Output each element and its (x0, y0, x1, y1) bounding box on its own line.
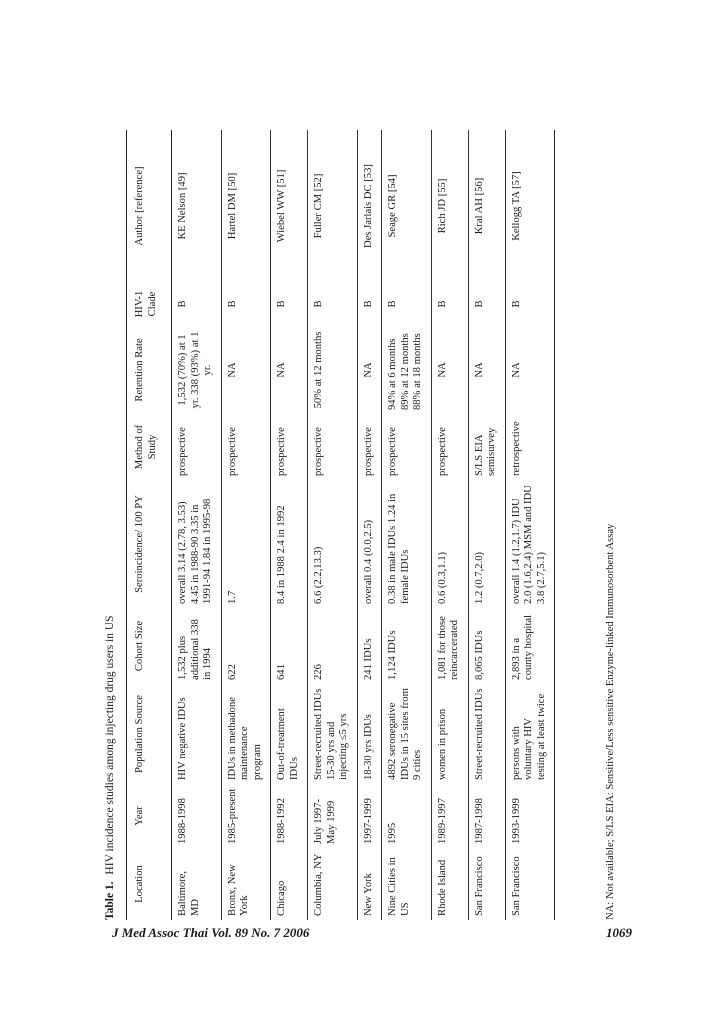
cell-method: retrospective (505, 414, 555, 480)
cell-population: 18-30 yrs IDUs (357, 684, 382, 784)
cell-seroincidence: 1.2 (0.7,2.0) (468, 480, 505, 608)
header-clade: HIV-1 Clade (127, 282, 172, 326)
cell-population: IDUs in methadone maintenance program (221, 684, 271, 784)
cell-clade: B (172, 282, 222, 326)
cell-retention: NA (505, 326, 555, 414)
table-caption-text: HIV incidence studies among injecting drug users in US (104, 615, 116, 875)
cell-population: Out-of-treatment IDUs (271, 684, 308, 784)
cell-clade: B (505, 282, 555, 326)
table-row (172, 130, 222, 920)
cell-clade: B (357, 282, 382, 326)
header-method: Method of Study (127, 414, 172, 480)
cell-cohort: 226 (308, 608, 358, 684)
table-row (431, 130, 468, 920)
cell-cohort: 622 (221, 608, 271, 684)
cell-year: 1997-1999 (357, 784, 382, 848)
cell-year: 1993-1999 (505, 784, 555, 848)
table-row (271, 130, 308, 920)
cell-year: 1988-1992 (271, 784, 308, 848)
cell-location: San Francisco (505, 848, 555, 920)
table-row (357, 130, 382, 920)
cell-clade: B (308, 282, 358, 326)
table-caption (104, 130, 122, 920)
cell-method: prospective (357, 414, 382, 480)
cell-author: Wiebel WW [51] (271, 130, 308, 282)
cell-clade: B (271, 282, 308, 326)
table-row (468, 130, 505, 920)
cell-seroincidence: overall 3.14 (2.78, 3.53) 4.45 in 1988-90 3.35 in 1991-94 1.84 in 1995-98 (172, 480, 222, 608)
cell-cohort: 641 (271, 608, 308, 684)
cell-method: prospective (431, 414, 468, 480)
cell-seroincidence: overall 0.4 (0.0,2.5) (357, 480, 382, 608)
cell-location: Columbia, NY (308, 848, 358, 920)
cell-population: persons with voluntary HIV testing at least twice (505, 684, 555, 784)
cell-method: prospective (271, 414, 308, 480)
cell-seroincidence: 1.7 (221, 480, 271, 608)
cell-cohort: 1,532 plus additional 338 in 1994 (172, 608, 222, 684)
cell-author: Des Jarlais DC [53] (357, 130, 382, 282)
cell-cohort: 8,065 IDUs (468, 608, 505, 684)
header-seroincidence: Seroincidence/ 100 PY (127, 480, 172, 608)
cell-retention: NA (357, 326, 382, 414)
cell-seroincidence: 0.6 (0.3,1.1) (431, 480, 468, 608)
cell-year: 1989-1997 (431, 784, 468, 848)
header-year: Year (127, 784, 172, 848)
cell-author: Kral AH [56] (468, 130, 505, 282)
cell-retention: NA (271, 326, 308, 414)
table-row (221, 130, 271, 920)
cell-cohort: 1,081 for those reincarcerated (431, 608, 468, 684)
cell-seroincidence: 8.4 in 1988 2.4 in 1992 (271, 480, 308, 608)
cell-method: prospective (382, 414, 432, 480)
table-caption-label: Table 1. (104, 881, 116, 920)
cell-population: 4892 seronegative IDUs in 15 sites from 9 cities (382, 684, 432, 784)
cell-cohort: 1,124 IDUs (382, 608, 432, 684)
cell-location: San Francisco (468, 848, 505, 920)
incidence-table (126, 130, 555, 920)
journal-citation: J Med Assoc Thai Vol. 89 No. 7 2006 (112, 925, 310, 940)
table-header-row (127, 130, 172, 920)
cell-location: Nine Cities in US (382, 848, 432, 920)
cell-retention: NA (468, 326, 505, 414)
cell-method: prospective (221, 414, 271, 480)
cell-author: Rich JD [55] (431, 130, 468, 282)
cell-method: prospective (308, 414, 358, 480)
cell-location: Rhode Island (431, 848, 468, 920)
cell-clade: B (431, 282, 468, 326)
cell-retention: 50% at 12 months (308, 326, 358, 414)
cell-retention: NA (431, 326, 468, 414)
cell-population: women in prison (431, 684, 468, 784)
cell-location: Chicago (271, 848, 308, 920)
table-row (382, 130, 432, 920)
header-retention-rate: Retention Rate (127, 326, 172, 414)
cell-cohort: 2,893 in a county hospital (505, 608, 555, 684)
cell-method: prospective (172, 414, 222, 480)
cell-author: Hartel DM [50] (221, 130, 271, 282)
cell-author: Fuller CM [52] (308, 130, 358, 282)
cell-population: Street-recruited IDUs 15-30 yrs and injecting ≤5 yrs (308, 684, 358, 784)
header-cohort-size: Cohort Size (127, 608, 172, 684)
cell-author: Seage GR [54] (382, 130, 432, 282)
cell-author: Kellogg TA [57] (505, 130, 555, 282)
table-row (308, 130, 358, 920)
cell-location: New York (357, 848, 382, 920)
cell-clade: B (468, 282, 505, 326)
cell-year: 1988-1998 (172, 784, 222, 848)
cell-cohort: 241 IDUs (357, 608, 382, 684)
cell-seroincidence: 6.6 (2.2,13.3) (308, 480, 358, 608)
rotated-table-block (100, 130, 620, 920)
cell-year: 1985-present (221, 784, 271, 848)
header-population-source: Population Source (127, 684, 172, 784)
cell-retention: NA (221, 326, 271, 414)
cell-author: KE Nelson [49] (172, 130, 222, 282)
cell-year: July 1997-May 1999 (308, 784, 358, 848)
cell-population: HIV negative IDUs (172, 684, 222, 784)
table-row (505, 130, 555, 920)
cell-method: S/LS EIA semisurvey (468, 414, 505, 480)
header-author: Author [reference] (127, 130, 172, 282)
cell-retention: 1,532 (70%) at 1 yr. 338 (93%) at 1 yr. (172, 326, 222, 414)
cell-seroincidence: overall 1.4 (1.2,1.7) IDU 2.0 (1.6,2.4) MSM and IDU 3.8 (2.7,5.1) (505, 480, 555, 608)
page-number: 1069 (606, 925, 632, 940)
cell-clade: B (382, 282, 432, 326)
cell-location: Bronx, New York (221, 848, 271, 920)
table-footnote: NA: Not available; S/LS EIA: Sensitive/Less sensitive Enzyme-linked Immunosorbent Assay (605, 523, 616, 920)
cell-location: Baltimore, MD (172, 848, 222, 920)
cell-population: Street-recruited IDUs (468, 684, 505, 784)
cell-year: 1995 (382, 784, 432, 848)
page-footer (112, 923, 632, 945)
cell-retention: 94% at 6 months 89% at 12 months 88% at 18 months (382, 326, 432, 414)
header-location: Location (127, 848, 172, 920)
cell-year: 1987-1998 (468, 784, 505, 848)
cell-seroincidence: 0.38 in male IDUs 1.24 in female IDUs (382, 480, 432, 608)
cell-clade: B (221, 282, 271, 326)
